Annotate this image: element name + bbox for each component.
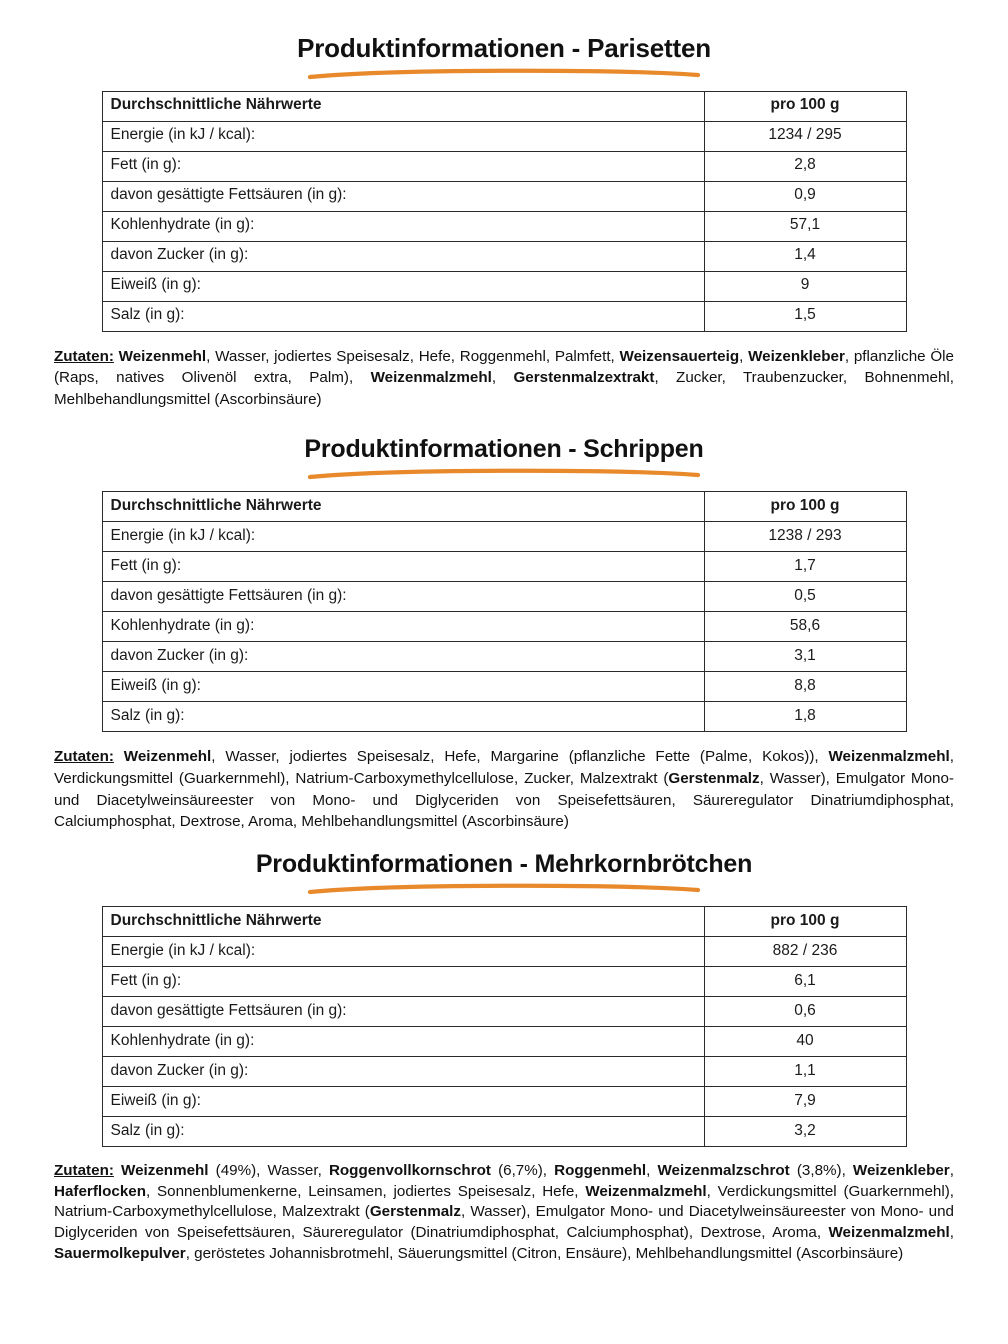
- nutrition-table: [102, 906, 907, 1147]
- row-label: Fett (in g):: [102, 151, 704, 181]
- row-value: 3,1: [704, 642, 906, 672]
- row-value: 8,8: [704, 672, 906, 702]
- table-row: [102, 271, 906, 301]
- table-row: [102, 582, 906, 612]
- row-value: 882 / 236: [704, 937, 906, 967]
- table-row: [102, 301, 906, 331]
- product-section-parisetten: [52, 26, 956, 410]
- row-value: 1,8: [704, 702, 906, 732]
- row-label: davon Zucker (in g):: [102, 1057, 704, 1087]
- product-section-mehrkornbroetchen: [52, 843, 956, 1265]
- row-value: 1234 / 295: [704, 121, 906, 151]
- row-label: davon Zucker (in g):: [102, 642, 704, 672]
- ingredients-paragraph: [52, 1161, 956, 1264]
- nutrition-table: [102, 491, 907, 732]
- row-label: davon gesättigte Fettsäuren (in g):: [102, 582, 704, 612]
- header-label: Durchschnittliche Nährwerte: [102, 91, 704, 121]
- table-row: [102, 967, 906, 997]
- table-row: [102, 241, 906, 271]
- row-value: 1,1: [704, 1057, 906, 1087]
- table-row: [102, 612, 906, 642]
- header-value: pro 100 g: [704, 907, 906, 937]
- table-header-row: [102, 91, 906, 121]
- title-underline-swoosh: [304, 467, 704, 481]
- row-value: 6,1: [704, 967, 906, 997]
- row-label: Eiweiß (in g):: [102, 672, 704, 702]
- page-title: Produktinformationen - Mehrkornbrötchen: [255, 849, 753, 878]
- row-label: Salz (in g):: [102, 1117, 704, 1147]
- ingredients-paragraph: [52, 746, 956, 832]
- row-value: 0,9: [704, 181, 906, 211]
- table-header-row: [102, 492, 906, 522]
- header-label: Durchschnittliche Nährwerte: [102, 492, 704, 522]
- row-label: davon Zucker (in g):: [102, 241, 704, 271]
- row-label: Fett (in g):: [102, 967, 704, 997]
- ingredients-label: Zutaten:: [54, 1162, 114, 1180]
- row-label: Salz (in g):: [102, 702, 704, 732]
- row-value: 58,6: [704, 612, 906, 642]
- row-value: 1238 / 293: [704, 522, 906, 552]
- row-label: Kohlenhydrate (in g):: [102, 1027, 704, 1057]
- table-row: [102, 997, 906, 1027]
- table-row: [102, 522, 906, 552]
- row-label: Kohlenhydrate (in g):: [102, 612, 704, 642]
- ingredients-text: Weizenmehl (49%), Wasser, Roggenvollkornschrot (6,7%), Roggenmehl, Weizenmalzschrot (3,8%), Weizenkleber, Haferflocken, Sonnenblumenkerne, Leinsamen, jodiertes Speisesalz, Hefe, Weizenmalzmehl, Verdickungsmittel (Guarkernmehl), Natrium-Carboxymethylcellulose, Malzextrakt (Gerstenmalz, Wasser), Emulgator Mono- und Diacetylweinsäureester von Mono- und Diglyceriden von Speisefettsäuren, Säureregulator (Dinatriumdiphosphat, Calciumphosphat), Dextrose, Aroma, Weizenmalzmehl, Sauermolkepulver, geröstetes Johannisbrotmehl, Säuerungsmittel (Citron, Ensäure), Mehlbehandlungsmittel (Ascorbinsäure): [54, 1162, 955, 1262]
- row-label: Energie (in kJ / kcal):: [102, 121, 704, 151]
- row-label: Energie (in kJ / kcal):: [102, 937, 704, 967]
- table-row: [102, 1117, 906, 1147]
- table-row: [102, 642, 906, 672]
- table-row: [102, 151, 906, 181]
- row-label: Salz (in g):: [102, 301, 704, 331]
- row-value: 57,1: [704, 211, 906, 241]
- title-underline-swoosh: [304, 67, 704, 81]
- nutrition-table: [102, 91, 907, 332]
- ingredients-text: Weizenmehl, Wasser, jodiertes Speisesalz, Hefe, Margarine (pflanzliche Fette (Palme, Kokos)), Weizenmalzmehl, Verdickungsmittel (Guarkernmehl), Natrium-Carboxymethylcellulose, Zucker, Malzextrakt (Gerstenmalz, Wasser), Emulgator Mono- und Diacetylweinsäureester von Mono- und Diglyceriden von Speisefettsäuren, Säureregulator Dinatriumdiphosphat, Calciumphosphat, Dextrose, Aroma, Mehlbehandlungsmittel (Ascorbinsäure): [54, 748, 954, 831]
- header-value: pro 100 g: [704, 91, 906, 121]
- table-row: [102, 937, 906, 967]
- row-value: 9: [704, 271, 906, 301]
- ingredients-paragraph: [52, 346, 956, 411]
- table-header-row: [102, 907, 906, 937]
- table-row: [102, 702, 906, 732]
- row-label: Energie (in kJ / kcal):: [102, 522, 704, 552]
- row-value: 1,5: [704, 301, 906, 331]
- table-row: [102, 1057, 906, 1087]
- table-row: [102, 1027, 906, 1057]
- ingredients-text: Weizenmehl, Wasser, jodiertes Speisesalz, Hefe, Roggenmehl, Palmfett, Weizensauerteig, Weizenkleber, pflanzliche Öle (Raps, natives Olivenöl extra, Palm), Weizenmalzmehl, Gerstenmalzextrakt, Zucker, Traubenzucker, Bohnenmehl, Mehlbehandlungsmittel (Ascorbinsäure): [54, 347, 954, 408]
- table-row: [102, 552, 906, 582]
- title-underline-swoosh: [304, 882, 704, 896]
- row-value: 2,8: [704, 151, 906, 181]
- row-value: 1,7: [704, 552, 906, 582]
- page-title: Produktinformationen - Parisetten: [297, 33, 711, 63]
- row-label: Kohlenhydrate (in g):: [102, 211, 704, 241]
- row-label: Fett (in g):: [102, 552, 704, 582]
- row-value: 1,4: [704, 241, 906, 271]
- row-value: 0,5: [704, 582, 906, 612]
- row-label: davon gesättigte Fettsäuren (in g):: [102, 997, 704, 1027]
- header-label: Durchschnittliche Nährwerte: [102, 907, 704, 937]
- table-row: [102, 181, 906, 211]
- row-value: 40: [704, 1027, 906, 1057]
- table-row: [102, 211, 906, 241]
- header-value: pro 100 g: [704, 492, 906, 522]
- ingredients-label: Zutaten:: [54, 748, 114, 766]
- table-row: [102, 672, 906, 702]
- row-label: Eiweiß (in g):: [102, 271, 704, 301]
- table-row: [102, 1087, 906, 1117]
- page-title: Produktinformationen - Schrippen: [304, 435, 704, 464]
- table-row: [102, 121, 906, 151]
- row-label: Eiweiß (in g):: [102, 1087, 704, 1117]
- row-value: 0,6: [704, 997, 906, 1027]
- row-value: 3,2: [704, 1117, 906, 1147]
- ingredients-label: Zutaten:: [54, 347, 114, 365]
- row-value: 7,9: [704, 1087, 906, 1117]
- product-section-schrippen: [52, 428, 956, 833]
- row-label: davon gesättigte Fettsäuren (in g):: [102, 181, 704, 211]
